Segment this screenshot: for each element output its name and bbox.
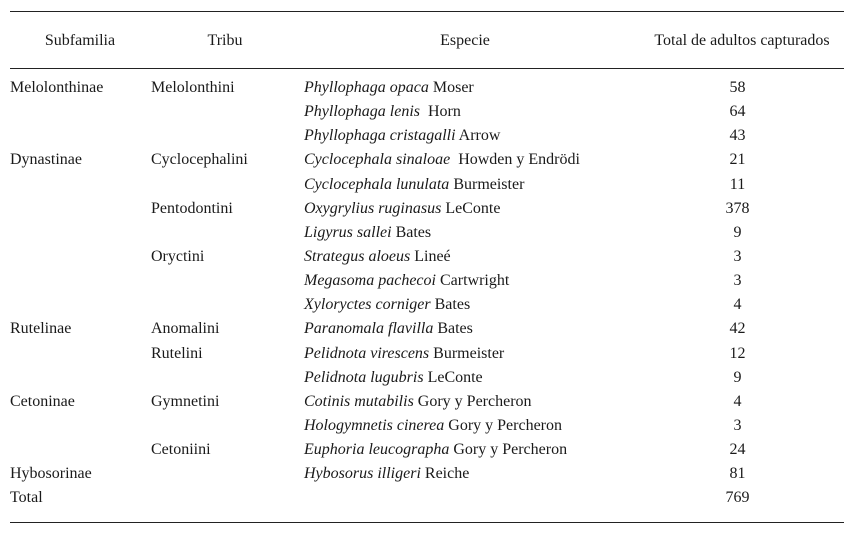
table-row	[0, 76, 856, 100]
species-author: Burmeister	[449, 175, 525, 193]
table-row	[0, 148, 856, 172]
cell-especie	[304, 366, 483, 390]
table-row	[0, 221, 856, 245]
species-author: Bates	[430, 296, 471, 314]
cell-total: 4	[733, 392, 742, 410]
species-name: Strategus aloeus	[304, 247, 411, 265]
cell-total: 58	[729, 79, 746, 96]
species-name: Phyllophaga cristagalli	[304, 127, 456, 145]
species-author: Lineé	[410, 247, 451, 265]
cell-total: 43	[729, 127, 746, 145]
cell-especie	[304, 221, 431, 245]
cell-total: 11	[729, 175, 746, 193]
table-row	[0, 486, 856, 510]
top-rule	[10, 11, 844, 12]
cell-especie	[304, 269, 509, 293]
species-name: Euphoria leucographa	[304, 441, 450, 459]
cell-subfamilia: Total	[10, 489, 43, 507]
cell-especie	[304, 100, 461, 124]
cell-especie	[304, 438, 567, 462]
cell-especie	[304, 245, 451, 269]
species-author: Burmeister	[429, 344, 505, 362]
table-row	[0, 293, 856, 317]
table-row	[0, 317, 856, 341]
species-author: Gory y Percheron	[413, 392, 532, 410]
cell-total: 9	[733, 368, 742, 386]
table-row	[0, 269, 856, 293]
bottom-rule	[10, 522, 844, 523]
table-row	[0, 438, 856, 462]
table-row	[0, 100, 856, 124]
species-author: Gory y Percheron	[444, 416, 563, 434]
species-author: Cartwright	[435, 272, 510, 290]
header-subfamilia: Subfamilia	[44, 32, 116, 49]
header-tribu: Tribu	[207, 32, 243, 49]
cell-total: 64	[729, 103, 746, 121]
species-author: Reiche	[420, 465, 470, 483]
species-name: Phyllophaga lenis	[304, 103, 420, 121]
cell-subfamilia: Cetoninae	[10, 392, 75, 410]
table-row	[0, 245, 856, 269]
species-author: Arrow	[455, 127, 501, 145]
species-name: Pelidnota lugubris	[304, 368, 424, 386]
header-especie: Especie	[440, 32, 490, 49]
cell-total: 3	[733, 272, 742, 290]
cell-total: 24	[729, 441, 746, 459]
cell-subfamilia: Melolonthinae	[10, 79, 104, 96]
table-row	[0, 462, 856, 486]
table-row	[0, 366, 856, 390]
species-name: Phyllophaga opaca	[304, 79, 429, 96]
cell-especie	[304, 390, 532, 414]
cell-total: 21	[729, 151, 746, 169]
cell-total: 9	[733, 223, 742, 241]
species-author: Moser	[428, 79, 474, 96]
species-author: Horn	[419, 103, 461, 121]
cell-total: 4	[733, 296, 742, 314]
cell-subfamilia: Dynastinae	[10, 151, 82, 169]
cell-tribu: Rutelini	[151, 344, 203, 362]
species-name: Oxygrylius ruginasus	[304, 199, 442, 217]
header-rule	[10, 68, 844, 69]
table-body	[0, 76, 856, 511]
cell-total: 3	[733, 416, 742, 434]
cell-total: 81	[729, 465, 746, 483]
cell-total: 769	[725, 489, 750, 507]
cell-total: 3	[733, 247, 742, 265]
cell-especie	[304, 293, 470, 317]
cell-especie	[304, 124, 500, 148]
species-name: Megasoma pachecoi	[304, 272, 436, 290]
cell-especie	[304, 317, 473, 341]
species-author: Gory y Percheron	[449, 441, 568, 459]
table-row	[0, 414, 856, 438]
cell-tribu: Gymnetini	[151, 392, 220, 410]
cell-tribu: Melolonthini	[151, 79, 235, 96]
cell-tribu: Cetoniini	[151, 441, 211, 459]
cell-subfamilia: Hybosorinae	[10, 465, 92, 483]
species-name: Hybosorus illigeri	[304, 465, 421, 483]
cell-total: 42	[729, 320, 746, 338]
cell-tribu: Anomalini	[151, 320, 220, 338]
cell-tribu: Oryctini	[151, 247, 205, 265]
cell-especie	[304, 197, 500, 221]
table-row	[0, 124, 856, 148]
cell-tribu: Cyclocephalini	[151, 151, 248, 169]
table-row	[0, 390, 856, 414]
species-name: Paranomala flavilla	[304, 320, 434, 338]
table-row	[0, 342, 856, 366]
species-name: Pelidnota virescens	[304, 344, 430, 362]
cell-especie	[304, 462, 469, 486]
species-author: LeConte	[441, 199, 501, 217]
cell-especie	[304, 414, 562, 438]
species-author: Bates	[391, 223, 432, 241]
cell-especie	[304, 342, 504, 366]
cell-total: 12	[729, 344, 746, 362]
cell-subfamilia: Rutelinae	[10, 320, 72, 338]
table-row	[0, 173, 856, 197]
species-name: Ligyrus sallei	[304, 223, 392, 241]
header-total: Total de adultos capturados	[654, 32, 830, 49]
cell-tribu: Pentodontini	[151, 199, 233, 217]
species-name: Cyclocephala lunulata	[304, 175, 450, 193]
species-author: Howden y Endrödi	[450, 151, 580, 169]
species-name: Hologymnetis cinerea	[304, 416, 445, 434]
species-author: Bates	[433, 320, 473, 338]
cell-especie	[304, 148, 580, 172]
species-name: Cyclocephala sinaloae	[304, 151, 451, 169]
table-row	[0, 197, 856, 221]
cell-total: 378	[725, 199, 750, 217]
cell-especie	[304, 173, 524, 197]
cell-especie	[304, 76, 474, 100]
species-name: Cotinis mutabilis	[304, 392, 414, 410]
species-name: Xyloryctes corniger	[304, 296, 431, 314]
species-author: LeConte	[423, 368, 483, 386]
